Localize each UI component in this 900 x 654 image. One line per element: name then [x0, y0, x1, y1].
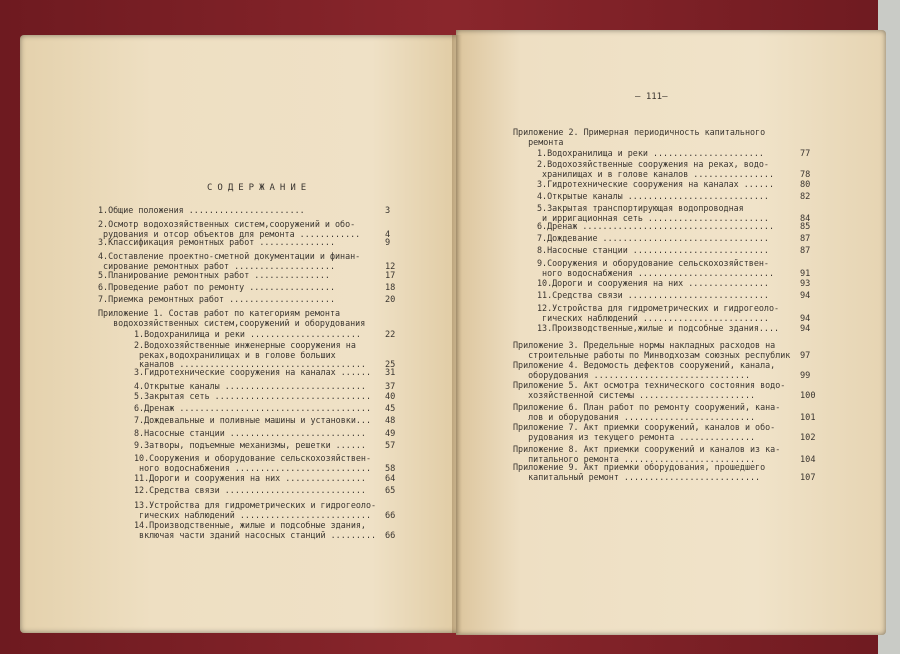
toc-entry: 12.Средства связи ............................ [134, 485, 366, 495]
page-number: — 111— [635, 92, 668, 102]
toc-page-number: 18 [385, 283, 396, 293]
toc-page-number: 85 [800, 222, 811, 232]
toc-page-number: 58 [385, 463, 396, 474]
toc-page-number: 57 [385, 441, 396, 451]
toc-entry: Приложение 5. Акт осмотра технического состояния водо- хозяйственной системы ....................... [513, 380, 786, 400]
toc-entry: Приложение 2. Примерная периодичность капитального ремонта [513, 127, 766, 147]
toc-page-number: 40 [385, 392, 396, 402]
toc-entry: Приложение 9. Акт приемки оборудования, прошедшего капитальный ремонт ........................... [513, 462, 766, 482]
toc-title: СОДЕРЖАНИЕ [207, 183, 312, 193]
toc-page-number: 31 [385, 368, 396, 378]
toc-page-number: 84 [800, 213, 811, 224]
toc-page-number: 4 [385, 229, 391, 240]
toc-entry: Приложение 6. План работ по ремонту сооружений, кана- лов и оборудования .......................... [513, 402, 781, 422]
toc-entry: 1.Общие положения ....................... [98, 205, 305, 215]
toc-entry: 12.Устройства для гидрометрических и гидрогеоло- гических наблюдений ......................... [537, 303, 780, 323]
toc-entry: 7.Дождевание ................................. [537, 233, 769, 243]
toc-entry: 9.Сооружения и оборудование сельскохозяйствен- ного водоснабжения ........................... [537, 258, 774, 278]
toc-entry: 6.Дренаж ...................................... [134, 403, 371, 413]
toc-page-number: 25 [385, 360, 396, 370]
toc-page-number: 82 [800, 192, 811, 202]
toc-entry: 7.Приемка ремонтных работ ..................... [98, 294, 335, 304]
toc-page-number: 49 [385, 429, 396, 439]
toc-entry: Приложение 3. Предельные нормы накладных расходов на строительные работы по Минводхозам союзных республик [513, 340, 791, 360]
toc-page-number: 37 [385, 382, 396, 392]
toc-page-number: 99 [800, 370, 811, 381]
toc-entry: 8.Насосные станции ........................... [537, 245, 769, 255]
toc-page-number: 65 [385, 486, 396, 496]
toc-entry: 6.Дренаж ...................................... [537, 221, 774, 231]
toc-entry: 8.Насосные станции ........................... [134, 428, 366, 438]
toc-entry: 7.Дождевальные и поливные машины и установки... [134, 415, 371, 425]
toc-entry: 3.Классификация ремонтных работ ............... [98, 237, 335, 247]
toc-entry: 11.Средства связи ............................ [537, 290, 769, 300]
toc-page-number: 104 [800, 454, 816, 465]
toc-page-number: 93 [800, 279, 811, 289]
toc-entry: 2.Водохозяйственные инженерные сооружения на реках,водохранилищах и в голове больших каналов ..................................... [134, 340, 366, 369]
toc-page-number: 91 [800, 268, 811, 279]
toc-entry: 1.Водохранилища и реки ...................... [134, 329, 361, 339]
toc-page-number: 77 [800, 149, 811, 159]
toc-page-number: 97 [800, 350, 811, 361]
toc-page-number: 94 [800, 291, 811, 301]
toc-entry: 10.Дороги и сооружения на них ................ [537, 278, 769, 288]
toc-entry: Приложение 1. Состав работ по категориям ремонта водохозяйственных систем,сооружений и оборудования [98, 308, 366, 328]
toc-page-number: 20 [385, 295, 396, 305]
toc-entry: 5.Планирование ремонтных работ ............... [98, 270, 330, 280]
toc-page-number: 107 [800, 472, 816, 483]
toc-page-number: 64 [385, 474, 396, 484]
toc-entry: 4.Составление проектно-сметной документации и финан- сирование ремонтных работ .................... [98, 251, 361, 271]
toc-entry: 3.Гидротехнические сооружения на каналах ...... [537, 179, 774, 189]
toc-page-number: 87 [800, 246, 811, 256]
toc-entry: 13.Производственные,жилые и подсобные здания.... [537, 323, 780, 333]
toc-page-number: 94 [800, 313, 811, 324]
book-gutter [452, 35, 462, 633]
toc-entry: 14.Производственные, жилые и подсобные здания, включая части зданий насосных станций ......... [134, 520, 377, 540]
toc-entry: 11.Дороги и сооружения на них ................ [134, 473, 366, 483]
toc-entry: 4.Открытые каналы ............................ [134, 381, 366, 391]
toc-page-number: 102 [800, 432, 816, 443]
toc-entry: 10.Сооружения и оборудование сельскохозяйствен- ного водоснабжения ........................... [134, 453, 371, 473]
toc-entry: 13.Устройства для гидрометрических и гидрогеоло- гических наблюдений .......................... [134, 500, 377, 520]
toc-page-number: 94 [800, 324, 811, 334]
toc-entry: 5.Закрытая транспортирующая водопроводная и ирригационная сеть ........................ [537, 203, 769, 223]
toc-page-number: 3 [385, 206, 391, 216]
toc-page-number: 80 [800, 180, 811, 190]
toc-entry: 6.Проведение работ по ремонту ................. [98, 282, 335, 292]
toc-entry: Приложение 8. Акт приемки сооружений и каналов из ка- питального ремонта .......................... [513, 444, 781, 464]
toc-page-number: 48 [385, 416, 396, 426]
toc-page-number: 17 [385, 271, 396, 281]
toc-entry: 2.Водохозяйственные сооружения на реках, водо- хранилищах и в голове каналов ................ [537, 159, 774, 179]
toc-entry: 5.Закрытая сеть ............................... [134, 391, 371, 401]
toc-page-number: 45 [385, 404, 396, 414]
toc-entry: 9.Затворы, подъемные механизмы, решетки ...... [134, 440, 366, 450]
toc-page-number: 87 [800, 234, 811, 244]
toc-entry: 4.Открытые каналы ............................ [537, 191, 769, 201]
toc-page-number: 22 [385, 330, 396, 340]
toc-page-number: 66 [385, 510, 396, 521]
toc-entry: Приложение 7. Акт приемки сооружений, каналов и обо- рудования из текущего ремонта ............... [513, 422, 776, 442]
toc-page-number: 78 [800, 169, 811, 180]
toc-entry: 1.Водохранилища и реки ...................... [537, 148, 764, 158]
toc-entry: 3.Гидротехнические сооружения на каналах ...... [134, 367, 371, 377]
toc-page-number: 9 [385, 238, 391, 248]
toc-entry: 2.Осмотр водохозяйственных систем,сооружений и обо- рудования и отсор объектов для ремонта ............ [98, 219, 361, 239]
toc-page-number: 100 [800, 390, 816, 401]
toc-page-number: 101 [800, 412, 816, 423]
toc-page-number: 66 [385, 530, 396, 541]
toc-page-number: 12 [385, 261, 396, 272]
toc-entry: Приложение 4. Ведомость дефектов сооружений, канала, оборудования ............................... [513, 360, 776, 380]
